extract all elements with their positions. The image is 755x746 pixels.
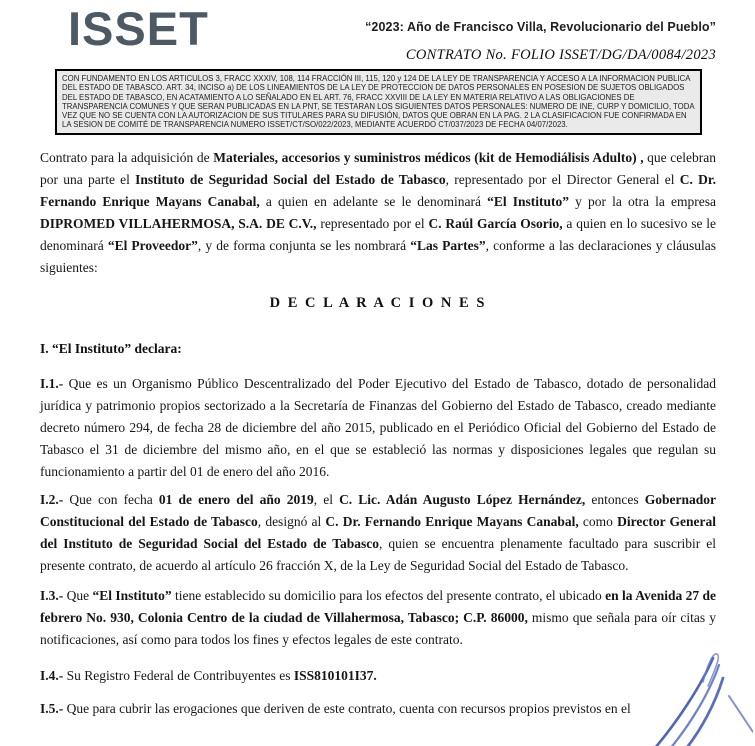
year-quote: “2023: Año de Francisco Villa, Revolucionario del Pueblo” bbox=[365, 20, 716, 34]
contract-page bbox=[0, 4, 755, 746]
document-header bbox=[40, 4, 716, 64]
contract-folio-number: CONTRATO No. FOLIO ISSET/DG/DA/0084/2023 bbox=[405, 47, 716, 63]
contract-intro-paragraph: Contrato para la adquisición de Materiales, accesorios y suministros médicos (kit de Hemodiálisis Adulto) , que celebran por una parte el Instituto de Seguridad Social del Estado de Tabasco, representado por el Director General el C. Dr. Fernando Enrique Mayans Canabal, a quien en adelante se le denominará “El Instituto” y por la otra la empresa DIPROMED VILLAHERMOSA, S.A. DE C.V., representado por el C. Raúl García Osorio, a quien en lo sucesivo se le denominará “El Proveedor”, y de forma conjunta se les nombrará “Las Partes”, conforme a las declaraciones y cláusulas siguientes: bbox=[40, 149, 716, 275]
transparency-notice-box bbox=[55, 69, 702, 135]
clause-paragraph-I.1: I.1.- Que es un Organismo Público Descentralizado del Poder Ejecutivo del Estado de Tabasco, dotado de personalidad jurídica y patrimonio propios sectorizado a la Secretaría de Finanzas del Gobierno del Estado de Tabasco, creado mediante decreto número 294, de fecha 28 de diciembre del año 2015, publicado en el Periódico Oficial del Gobierno del Estado de Tabasco el 31 de diciembre del mismo año, en el que se estableció las normas y disposiciones legales que regulan su funcionamiento a partir del 01 de enero del año 2016. bbox=[40, 375, 716, 479]
isset-logo: ISSET bbox=[68, 2, 209, 55]
declarations-heading: D E C L A R A C I O N E S bbox=[269, 294, 487, 311]
clause-paragraph-I.2: I.2.- Que con fecha 01 de enero del año 2019, el C. Lic. Adán Augusto López Hernández, entonces Gobernador Constitucional del Estado de Tabasco, designó al C. Dr. Fernando Enrique Mayans Canabal, como Director General del Instituto de Seguridad Social del Estado de Tabasco, quien se encuentra plenamente facultado para suscribir el presente contrato, de acuerdo al artículo 26 fracción X, de la Ley de Seguridad Social del Estado de Tabasco. bbox=[40, 491, 716, 573]
clause-paragraph-I.3: I.3.- Que “El Instituto” tiene establecido su domicilio para los efectos del presente contrato, el ubicado en la Avenida 27 de febrero No. 930, Colonia Centro de la ciudad de Villahermosa, Tabasco; C.P. 86000, mismo que señala para oír citas y notificaciones, así como para todos los fines y efectos legales de este contrato. bbox=[40, 587, 716, 647]
clauses-container bbox=[40, 373, 716, 720]
header-right-block bbox=[365, 4, 716, 64]
clause-paragraph-I.5: I.5.- Que para cubrir las erogaciones que deriven de este contrato, cuenta con recursos propios previstos en el bbox=[40, 700, 631, 716]
clause-paragraph-I.4: I.4.- Su Registro Federal de Contribuyentes es ISS810101I37. bbox=[40, 667, 377, 683]
transparency-notice-text: CON FUNDAMENTO EN LOS ARTICULOS 3, FRACC XXXIV, 108, 114 FRACCIÓN III, 115, 120 y 124 DE LA LEY DE TRANSPARENCIA Y ACCESO A LA INFORMACION PUBLICA DEL ESTADO DE TABASCO. ART. 34, INCISO a) DE LOS LINEAMIENTOS DE LA LEY DE PROTECCION DE DATOS PERSONALES EN POSESION DE SUJETOS OBLIGADOS DEL ESTADO DE TABASCO, EN ACATAMIENTO A LO SEÑALADO EN EL ART. 76, FRACC XXVIII DE LA LEY EN MATERIA RELATIVO A LAS OBLIGACIONES DE TRANSPARENCIA COMUNES Y QUE SERAN PUBLICADAS EN LA PNT, SE TESTARAN LOS SIGUIENTES DATOS PERSONALES: NUMERO DE INE, CURP Y DOMICILIO, TODA VEZ QUE NO SE CUENTA CON LA AUTORIZACION DE SUS TITULARES PARA SU DIFUSIÓN, DATOS QUE OBRAN EN LA PAG. 2 LA CLASIFICACION FUE CONFIRMADA EN LA SESION DE COMITÉ DE TRANSPARENCIA NUMERO ISSET/CT/SO/022/2023, MEDIANTE ACUERDO CT/037/2023 DE FECHA 04/07/2023. bbox=[62, 74, 695, 130]
instituto-declares-heading: I. “El Instituto” declara: bbox=[40, 340, 182, 356]
